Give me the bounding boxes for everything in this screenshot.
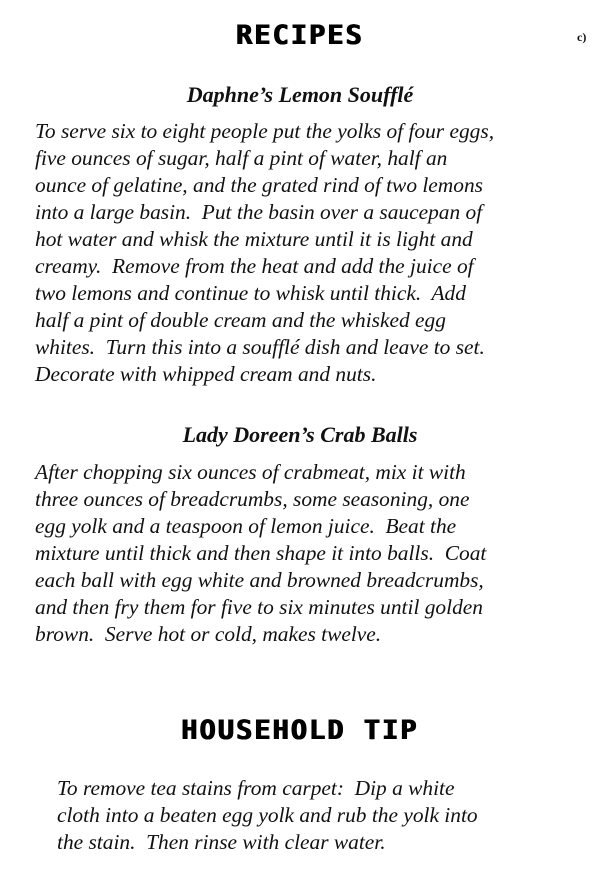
tip-line: To remove tea stains from carpet: Dip a white <box>57 776 455 800</box>
recipe-line: half a pint of double cream and the whisked egg <box>35 308 446 332</box>
recipe-body-lemon-souffle <box>35 118 575 388</box>
household-tip-body <box>57 775 577 856</box>
recipe-line: each ball with egg white and browned breadcrumbs, <box>35 568 484 592</box>
recipe-line: into a large basin. Put the basin over a saucepan of <box>35 200 483 224</box>
tip-line: the stain. Then rinse with clear water. <box>57 830 386 854</box>
recipe-line: ounce of gelatine, and the grated rind of two lemons <box>35 173 483 197</box>
household-tip-heading: HOUSEHOLD TIP <box>181 715 419 746</box>
recipe-line: To serve six to eight people put the yolks of four eggs, <box>35 119 495 143</box>
recipe-body-crab-balls <box>35 459 575 648</box>
recipe-line: three ounces of breadcrumbs, some seasoning, one <box>35 487 470 511</box>
recipes-heading: RECIPES <box>236 20 364 51</box>
recipe-title-crab-balls: Lady Doreen’s Crab Balls <box>182 422 418 447</box>
recipe-line: brown. Serve hot or cold, makes twelve. <box>35 622 382 646</box>
recipe-line: After chopping six ounces of crabmeat, mix it with <box>35 460 466 484</box>
tip-line: cloth into a beaten egg yolk and rub the yolk into <box>57 803 478 827</box>
recipe-line: egg yolk and a teaspoon of lemon juice. Beat the <box>35 514 457 538</box>
recipe-line: and then fry them for five to six minutes until golden <box>35 595 483 619</box>
recipe-line: Decorate with whipped cream and nuts. <box>35 362 377 386</box>
recipe-line: whites. Turn this into a soufflé dish and leave to set. <box>35 335 485 359</box>
recipe-line: creamy. Remove from the heat and add the juice of <box>35 254 474 278</box>
recipe-line: hot water and whisk the mixture until it is light and <box>35 227 473 251</box>
recipe-line: mixture until thick and then shape it into balls. Coat <box>35 541 487 565</box>
recipe-line: five ounces of sugar, half a pint of water, half an <box>35 146 448 170</box>
recipe-line: two lemons and continue to whisk until thick. Add <box>35 281 466 305</box>
corner-mark: c) <box>577 30 587 44</box>
recipe-title-lemon-souffle: Daphne’s Lemon Soufflé <box>186 82 414 107</box>
